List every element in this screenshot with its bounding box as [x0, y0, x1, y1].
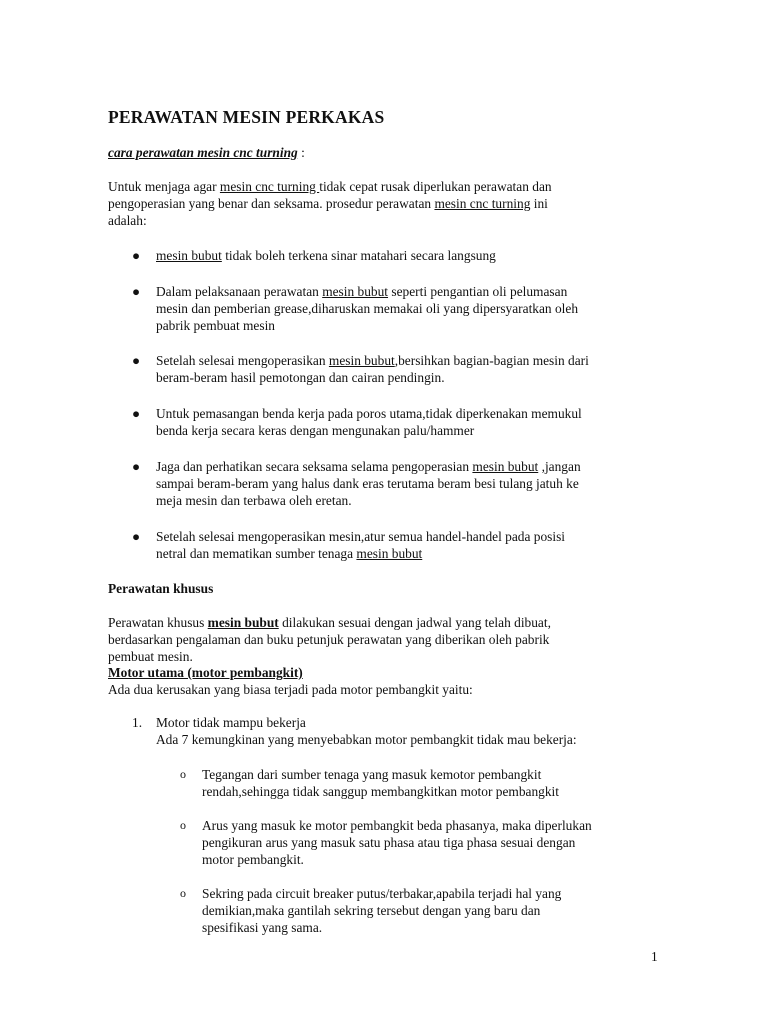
- intro-line-2: [108, 195, 653, 212]
- bullet-marker: ●: [132, 406, 141, 421]
- subheading: [108, 144, 305, 161]
- numbered-text: Motor tidak mampu bekerja: [156, 715, 306, 730]
- bullet-text: Setelah selesai mengoperasikan mesin,atur semua handel-handel pada posisi: [156, 529, 566, 544]
- numbered-text: Ada 7 kemungkinan yang menyebabkan motor pembangkit tidak mau bekerja:: [156, 732, 577, 747]
- bullet-marker: ●: [132, 248, 141, 263]
- bullet-text: Jaga dan perhatikan secara seksama selama pengoperasian: [156, 459, 473, 474]
- sub-bullet-text: demikian,maka gantilah sekring tersebut dengan yang baru dan: [202, 903, 541, 918]
- intro-text: Untuk menjaga agar: [108, 179, 220, 194]
- bullet-text: Untuk pemasangan benda kerja pada poros utama,tidak diperkenakan memukul: [156, 406, 582, 421]
- bullet-text: tidak boleh terkena sinar matahari secara langsung: [221, 248, 496, 263]
- bullet-text: sampai beram-beram yang halus dank eras terutama beram besi tulang jatuh ke: [156, 476, 579, 491]
- intro-text: pengoperasian yang benar dan seksama. prosedur perawatan: [108, 196, 435, 211]
- bullet-text: Setelah selesai mengoperasikan: [156, 353, 329, 368]
- bullet-text: ,jangan: [538, 459, 581, 474]
- bullet-text: ,bersihkan bagian-bagian mesin dari: [394, 353, 589, 368]
- intro-text: ini: [530, 196, 548, 211]
- bullet-text: benda kerja secara keras dengan mengunakan palu/hammer: [156, 423, 475, 438]
- paragraph-text: Perawatan khusus: [108, 615, 208, 630]
- link-mesin-cnc-turning[interactable]: mesin cnc turning: [434, 196, 531, 211]
- link-mesin-bubut[interactable]: mesin bubut: [207, 615, 279, 630]
- paragraph-text: berdasarkan pengalaman dan buku petunjuk perawatan yang diberikan oleh pabrik: [108, 632, 550, 647]
- document-title: PERAWATAN MESIN PERKAKAS: [108, 107, 385, 127]
- sub-bullet-text: motor pembangkit.: [202, 852, 304, 867]
- sub-bullet-text: spesifikasi yang sama.: [202, 920, 323, 935]
- link-mesin-bubut[interactable]: mesin bubut: [156, 248, 222, 263]
- subheading-colon: :: [297, 145, 305, 160]
- intro-line-1: [108, 178, 653, 195]
- list-number: 1.: [132, 715, 143, 730]
- bullet-text: meja mesin dan terbawa oleh eretan.: [156, 493, 352, 508]
- link-mesin-bubut[interactable]: mesin bubut: [328, 353, 395, 368]
- bullet-text: beram-beram hasil pemotongan dan cairan pendingin.: [156, 370, 445, 385]
- page-number: 1: [651, 949, 658, 964]
- intro-paragraph: [108, 178, 653, 229]
- link-mesin-bubut[interactable]: mesin bubut: [472, 459, 539, 474]
- bullet-marker: ●: [132, 284, 141, 299]
- sub-bullet-marker: o: [180, 818, 186, 832]
- sub-bullet-text: Tegangan dari sumber tenaga yang masuk kemotor pembangkit: [202, 767, 542, 782]
- bullet-text: mesin dan pemberian grease,diharuskan memakai oli yang dipersyaratkan oleh: [156, 301, 579, 316]
- section2-intro: Ada dua kerusakan yang biasa terjadi pada motor pembangkit yaitu:: [108, 682, 473, 697]
- sub-bullet-text: rendah,sehingga tidak sanggup membangkitkan motor pembangkit: [202, 784, 560, 799]
- bullet-text: Dalam pelaksanaan perawatan: [156, 284, 323, 299]
- link-mesin-cnc-turning[interactable]: mesin cnc turning: [219, 179, 320, 194]
- intro-text: tidak cepat rusak diperlukan perawatan dan: [319, 179, 552, 194]
- sub-bullet-marker: o: [180, 767, 186, 781]
- paragraph-text: dilakukan sesuai dengan jadwal yang telah dibuat,: [278, 615, 551, 630]
- section-heading-motor-utama: Motor utama (motor pembangkit): [108, 665, 303, 680]
- paragraph-text: pembuat mesin.: [108, 649, 193, 664]
- link-mesin-bubut[interactable]: mesin bubut: [322, 284, 389, 299]
- bullet-text: netral dan mematikan sumber tenaga: [156, 546, 357, 561]
- bullet-text: seperti pengantian oli pelumasan: [388, 284, 568, 299]
- bullet-marker: ●: [132, 459, 141, 474]
- link-mesin-bubut[interactable]: mesin bubut: [356, 546, 423, 561]
- bullet-marker: ●: [132, 353, 141, 368]
- sub-bullet-marker: o: [180, 886, 186, 900]
- bullet-marker: ●: [132, 529, 141, 544]
- intro-line-3: adalah:: [108, 213, 147, 228]
- subheading-text: cara perawatan mesin cnc turning: [108, 145, 298, 160]
- sub-bullet-text: Arus yang masuk ke motor pembangkit beda phasanya, maka diperlukan: [202, 818, 592, 833]
- sub-bullet-text: pengikuran arus yang masuk satu phasa atau tiga phasa sesuai dengan: [202, 835, 576, 850]
- bullet-text: pabrik pembuat mesin: [156, 318, 275, 333]
- section1-paragraph: [108, 614, 653, 665]
- section-heading-perawatan-khusus: Perawatan khusus: [108, 581, 214, 596]
- sub-bullet-text: Sekring pada circuit breaker putus/terbakar,apabila terjadi hal yang: [202, 886, 562, 901]
